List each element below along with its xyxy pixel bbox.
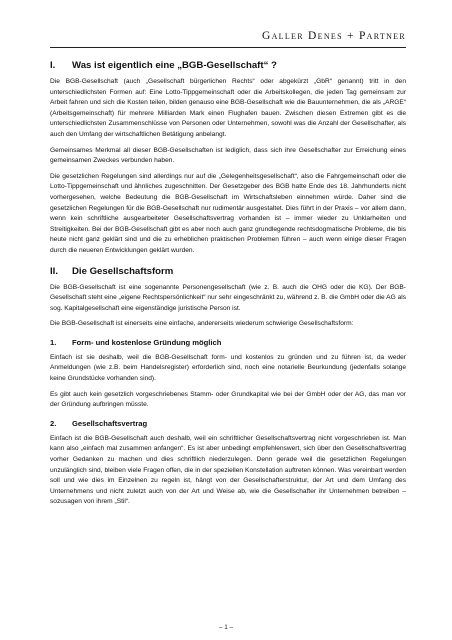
section-2-paragraph-2: Die BGB-Gesellschaft ist einerseits eine einfache, andererseits wiederum schwierige Gesellschaftsform: bbox=[50, 320, 354, 328]
subsection-1-title: Form- und kostenlose Gründung möglich bbox=[72, 337, 222, 347]
subsection-1-heading bbox=[50, 338, 406, 347]
section-2-heading bbox=[50, 266, 406, 277]
section-1-heading bbox=[50, 60, 406, 71]
section-1-number: I. bbox=[50, 60, 56, 71]
subsection-2-heading bbox=[50, 419, 406, 428]
page-number: – 1 – bbox=[218, 624, 234, 631]
document-body bbox=[50, 60, 406, 513]
section-1-title: Was ist eigentlich eine „BGB-Gesellschaft“ ? bbox=[72, 60, 277, 71]
subsection-1-paragraph-2: Es gibt auch kein gesetzlich vorgeschriebenes Stamm- oder Grundkapital wie bei der GmbH oder der AG, das man vor der Gründung aufbringen müsste. bbox=[50, 390, 406, 409]
subsection-2-number: 2. bbox=[50, 418, 57, 428]
firm-header: Galler Denes + Partner bbox=[261, 30, 406, 42]
section-1-paragraph-3: Die gesetzlichen Regelungen sind allerdings nur auf die „Gelegenheitsgesellschaft“, also die Fahrgemeinschaft oder die Lotto-Tippgemeinschaft und ähnliches zugeschnitten. Der Gesetzgeber des BGB hatte Ende des 18. Jahrhunderts nicht vorhergesehen, welche Bedeutung die BGB-Gesellschaft im Wirtschaftsleben einnehmen würde. Daher sind die gesetzlichen Regelungen für die BGB-Gesellschaft nur rudimentär ausgestaltet. Dies führt in der Praxis – vor allem dann, wenn kein schriftliche ausgearbeiteter Gesellschaftsvertrag vorhanden ist – immer wieder zu Unklarheiten und Streitigkeiten. Bei der BGB-Gesellschaft gibt es aber noch auch ganz grundlegende rechtsdogmatische Probleme, die bis heute nicht ganz geklärt sind und die zu erheblichen praktischen Problemen führen – auch wenn einige dieser Fragen durch die neueren Entwicklungen geklärt wurden. bbox=[50, 172, 406, 254]
subsection-1-paragraph-1: Einfach ist sie deshalb, weil die BGB-Gesellschaft form- und kostenlos zu gründen und zu führen ist, da weder Anmeldungen (wie z.B. beim Handelsregister) erforderlich sind, noch eine notarielle Beurkundung (jedenfalls solange keine Grundstücke vorhanden sind). bbox=[50, 353, 406, 383]
section-1-paragraph-2: Gemeinsames Merkmal all dieser BGB-Gesellschaften ist lediglich, dass sich ihre Gesellschafter zur Erreichung eines gemeinsamen Zweckes verbunden haben. bbox=[50, 146, 406, 165]
header-rule bbox=[50, 47, 406, 48]
subsection-2-paragraph-1: Einfach ist die BGB-Gesellschaft auch deshalb, weil ein schriftlicher Gesellschaftsvertrag nicht vorgeschrieben ist. Man kann also „einfach mal zusammen anfangen“. Es ist aber unbedingt empfehlenswert, sich über den Gesellschaftsvertrag vorher Gedanken zu machen und dies schriftlich niederzulegen. Denn gerade weil die gesetzlichen Regelungen unzulänglich sind, bleiben viele Fragen offen, die in der speziellen Konstellation auftreten können. Was vereinbart werden soll und wie dies im Einzelnen zu regeln ist, hängt von der Gesellschafterstruktur, der Art und dem Umfang des Unternehmens und nicht zuletzt auch von der Art und Weise ab, wie die Gesellschafter ihr Unternehmen betreiben – sozusagen von ihrem „Stil“. bbox=[50, 434, 406, 506]
section-1-paragraph-1: Die BGB-Gesellschaft (auch „Gesellschaft bürgerlichen Rechts“ oder abgekürzt „GbR“ genannt) tritt in den unterschiedlichsten Formen auf: Eine Lotto-Tippgemeinschaft oder die Arbeitskollegen, die jeden Tag gemeinsam zur Arbeit fahren und sich die Kosten teilen, bilden genauso eine BGB-Gesellschaft wie die Bauunternehmen, die als „ARGE“ (Arbeitsgemeinschaft) für mehrere Milliarden Mark einen Flughafen bauen. Zwischen diesen Extremen gibt es die unterschiedlichsten Zusammenschlüsse von Personen oder Unternehmen, sowohl was die Anzahl der Gesellschafter, als auch den Umfang der wirtschaftlichen Betätigung anbelangt. bbox=[50, 78, 406, 138]
subsection-2-title: Gesellschaftsvertrag bbox=[72, 418, 148, 428]
section-2-title: Die Gesellschaftsform bbox=[72, 265, 174, 277]
section-2-number: II. bbox=[50, 265, 58, 277]
section-2-paragraph-1: Die BGB-Gesellschaft ist eine sogenannte Personengesellschaft (wie z. B. auch die OHG oder die KG). Der BGB-Gesellschaft steht eine „eigene Rechtspersönlichkeit“ nur sehr eingeschränkt zu, während z. B. die GmbH oder die AG als sog. Kapitalgesellschaft eine eigenständige juristische Person ist. bbox=[50, 283, 406, 312]
subsection-1-number: 1. bbox=[50, 337, 57, 347]
